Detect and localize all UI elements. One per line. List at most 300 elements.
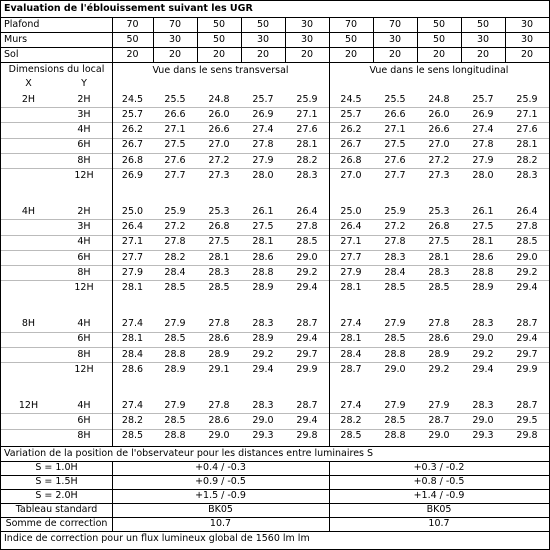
- ugr-transversal-value: 25.9: [296, 93, 318, 105]
- ugr-longitudinal-value: 29.8: [516, 430, 538, 442]
- ugr-longitudinal-value: 28.5: [384, 333, 406, 345]
- x-dimension: [1, 362, 56, 377]
- y-dimension: 4H: [77, 318, 91, 330]
- ugr-transversal-value: 28.6: [208, 415, 230, 427]
- reflectance-value: 20: [388, 48, 402, 60]
- ugr-longitudinal-value: 29.0: [472, 333, 494, 345]
- ugr-longitudinal-value: 25.3: [428, 206, 450, 218]
- ugr-transversal-value: 29.4: [296, 282, 318, 294]
- ugr-transversal-value: 27.1: [296, 109, 318, 121]
- ugr-longitudinal-value: 29.5: [516, 415, 538, 427]
- ugr-longitudinal-value: 27.0: [340, 169, 362, 181]
- table-row: [1, 362, 549, 377]
- ugr-longitudinal-value: 27.9: [384, 400, 406, 412]
- longitudinal-label: Vue dans le sens longitudinal: [369, 65, 509, 76]
- correction-row: [1, 517, 549, 531]
- ugr-longitudinal-value: 24.5: [340, 93, 362, 105]
- y-dimension: 8H: [77, 154, 91, 166]
- reflectance-value: 20: [168, 48, 182, 60]
- x-dimension: 2H: [21, 93, 36, 105]
- table-row: [1, 347, 549, 362]
- ugr-transversal-value: 25.9: [164, 206, 186, 218]
- ugr-transversal-value: 28.5: [208, 282, 230, 294]
- x-label: X: [25, 77, 32, 89]
- reflectance-value: 50: [432, 18, 446, 30]
- ugr-transversal-value: 27.2: [164, 221, 186, 233]
- x-dimension: [1, 235, 56, 250]
- ugr-transversal-value: 26.1: [252, 206, 274, 218]
- y-dimension: 8H: [77, 348, 91, 360]
- ugr-longitudinal-value: 29.2: [428, 363, 450, 375]
- y-dimension: 12H: [74, 282, 94, 294]
- ugr-transversal-value: 29.4: [252, 363, 274, 375]
- ugr-longitudinal-value: 27.9: [384, 318, 406, 330]
- ugr-transversal-value: 27.8: [208, 318, 230, 330]
- variation-longitudinal: +1.4 / -0.9: [413, 490, 465, 502]
- table-row: [1, 280, 549, 295]
- ugr-longitudinal-value: 29.0: [428, 430, 450, 442]
- ugr-longitudinal-value: 26.1: [472, 206, 494, 218]
- reflectance-value: 30: [300, 18, 314, 30]
- ugr-transversal-value: 28.5: [121, 430, 144, 442]
- ugr-longitudinal-value: 26.4: [340, 221, 362, 233]
- x-dimension: [1, 347, 56, 362]
- ugr-transversal-value: 28.6: [121, 363, 144, 375]
- ugr-longitudinal-value: 27.1: [516, 109, 538, 121]
- ugr-transversal-value: 28.0: [252, 169, 274, 181]
- ugr-longitudinal-value: 27.1: [340, 236, 362, 248]
- ugr-longitudinal-value: 27.8: [428, 318, 450, 330]
- ugr-transversal-value: 28.8: [164, 430, 186, 442]
- transversal-label: Vue dans le sens transversal: [152, 65, 289, 76]
- ugr-longitudinal-value: 28.6: [472, 251, 494, 263]
- ugr-longitudinal-value: 27.4: [340, 318, 362, 330]
- ugr-transversal-value: 25.7: [252, 93, 274, 105]
- ugr-longitudinal-value: 28.1: [516, 139, 538, 151]
- ugr-longitudinal-value: 27.1: [384, 124, 406, 136]
- y-dimension: 12H: [74, 169, 94, 181]
- ugr-longitudinal-value: 27.0: [428, 139, 450, 151]
- table-row: [1, 107, 549, 122]
- ugr-transversal-value: 28.2: [164, 251, 186, 263]
- ugr-longitudinal-value: 28.7: [340, 363, 362, 375]
- reflectance-row: [1, 17, 549, 32]
- ugr-longitudinal-value: 27.3: [428, 169, 450, 181]
- table-row: [1, 429, 549, 444]
- variation-row: [1, 461, 549, 475]
- ugr-longitudinal-value: 29.0: [516, 251, 538, 263]
- variation-label: Variation de la position de l'observateur pour les distances entre luminaires S: [4, 447, 374, 459]
- reflectance-value: 20: [432, 48, 446, 60]
- x-dimension: [1, 250, 56, 265]
- y-dimension: 3H: [77, 221, 91, 233]
- ugr-transversal-value: 29.0: [296, 251, 318, 263]
- ugr-transversal-value: 28.1: [252, 236, 274, 248]
- ugr-longitudinal-value: 25.0: [340, 206, 362, 218]
- y-dimension: 6H: [77, 415, 91, 427]
- y-dimension: 6H: [77, 333, 91, 345]
- reflectance-value: 20: [344, 48, 358, 60]
- ugr-longitudinal-value: 25.9: [384, 206, 406, 218]
- ugr-transversal-value: 29.0: [208, 430, 230, 442]
- standard-row: [1, 503, 549, 517]
- x-dimension: [1, 332, 56, 347]
- reflectance-value: 50: [212, 33, 226, 45]
- table-row: [1, 92, 549, 107]
- ugr-transversal-value: 28.5: [164, 282, 186, 294]
- reflectance-value: 30: [476, 33, 490, 45]
- ugr-longitudinal-value: 27.2: [428, 154, 450, 166]
- ugr-transversal-value: 27.8: [252, 139, 274, 151]
- ugr-transversal-value: 27.7: [121, 251, 144, 263]
- y-dimension: 4H: [77, 124, 91, 136]
- variation-transversal: +0.9 / -0.5: [195, 476, 246, 488]
- ugr-transversal-value: 28.3: [208, 266, 230, 278]
- ugr-transversal-value: 27.8: [164, 236, 186, 248]
- ugr-transversal-value: 27.6: [296, 124, 318, 136]
- ugr-transversal-value: 29.4: [296, 333, 318, 345]
- ugr-transversal-value: 29.7: [296, 348, 318, 360]
- ugr-transversal-value: 28.3: [252, 400, 274, 412]
- ugr-longitudinal-value: 29.2: [472, 348, 494, 360]
- ugr-longitudinal-value: 28.5: [516, 236, 538, 248]
- ugr-transversal-value: 28.5: [296, 236, 318, 248]
- ugr-transversal-value: 29.2: [296, 266, 318, 278]
- ugr-transversal-value: 24.8: [208, 93, 230, 105]
- reflectance-label: Murs: [4, 33, 28, 45]
- y-dimension: 2H: [77, 93, 91, 105]
- ugr-longitudinal-value: 27.5: [428, 236, 450, 248]
- table-row: [1, 332, 549, 347]
- ugr-transversal-value: 26.8: [208, 221, 230, 233]
- table-row: [1, 316, 549, 331]
- dimensions-label: Dimensions du local X Y: [1, 62, 112, 92]
- y-dimension: 4H: [77, 236, 91, 248]
- x-dimension: [1, 265, 56, 280]
- ugr-longitudinal-value: 25.9: [516, 93, 538, 105]
- table-row: [1, 168, 549, 183]
- ugr-transversal-value: 28.5: [164, 415, 186, 427]
- ugr-transversal-value: 25.3: [208, 206, 230, 218]
- ugr-longitudinal-value: 26.0: [428, 109, 450, 121]
- ugr-longitudinal-value: 29.0: [384, 363, 406, 375]
- variation-transversal: +1.5 / -0.9: [195, 490, 246, 502]
- ugr-longitudinal-value: 27.7: [340, 251, 362, 263]
- ugr-longitudinal-value: 28.4: [384, 266, 406, 278]
- ugr-longitudinal-value: 25.7: [472, 93, 494, 105]
- reflectance-value: 70: [388, 18, 402, 30]
- ugr-longitudinal-value: 24.8: [428, 93, 450, 105]
- ugr-transversal-value: 27.7: [164, 169, 186, 181]
- ugr-longitudinal-value: 28.3: [428, 266, 450, 278]
- standard-transversal: BK05: [208, 504, 233, 516]
- reflectance-label: Plafond: [4, 18, 40, 30]
- ugr-longitudinal-value: 27.4: [340, 400, 362, 412]
- table-row: [1, 265, 549, 280]
- correction-transversal: 10.7: [209, 518, 232, 530]
- x-dimension: [1, 107, 56, 122]
- ugr-longitudinal-value: 28.7: [428, 415, 450, 427]
- dimensions-header: [1, 62, 549, 92]
- ugr-longitudinal-value: 28.1: [472, 236, 494, 248]
- page-title: Evaluation de l'éblouissement suivant les UGR: [4, 3, 253, 15]
- table-row: [1, 235, 549, 250]
- ugr-transversal-value: 24.5: [121, 93, 144, 105]
- ugr-longitudinal-value: 28.3: [384, 251, 406, 263]
- ugr-transversal-value: 29.4: [296, 415, 318, 427]
- ugr-longitudinal-value: 28.9: [472, 282, 494, 294]
- reflectance-value: 50: [212, 18, 226, 30]
- ugr-transversal-value: 28.6: [208, 333, 230, 345]
- ugr-transversal-value: 27.4: [121, 400, 144, 412]
- ugr-transversal-value: 28.7: [296, 400, 318, 412]
- ugr-transversal-value: 28.5: [164, 333, 186, 345]
- y-dimension: 8H: [77, 430, 91, 442]
- x-dimension: 8H: [21, 318, 36, 330]
- ugr-longitudinal-value: 28.5: [384, 415, 406, 427]
- ugr-longitudinal-value: 28.8: [384, 430, 406, 442]
- ugr-transversal-value: 26.9: [252, 109, 274, 121]
- reflectance-row: [1, 32, 549, 47]
- ugr-longitudinal-value: 27.6: [384, 154, 406, 166]
- ugr-longitudinal-value: 27.9: [340, 266, 362, 278]
- ugr-transversal-value: 29.1: [208, 363, 230, 375]
- variation-spacing-label: S = 1.0H: [35, 462, 78, 474]
- y-label: Y: [81, 77, 87, 89]
- ugr-longitudinal-value: 28.1: [340, 333, 362, 345]
- table-row: [1, 204, 549, 219]
- ugr-transversal-value: 26.4: [296, 206, 318, 218]
- ugr-transversal-value: 28.2: [121, 415, 144, 427]
- ugr-transversal-value: 25.0: [121, 206, 144, 218]
- ugr-longitudinal-value: 26.2: [340, 124, 362, 136]
- ugr-transversal-value: 26.2: [121, 124, 144, 136]
- ugr-transversal-value: 27.8: [208, 400, 230, 412]
- variation-row: [1, 475, 549, 489]
- ugr-longitudinal-value: 27.8: [472, 139, 494, 151]
- reflectance-value: 50: [256, 18, 270, 30]
- variation-spacing-label: S = 2.0H: [35, 490, 78, 502]
- correction-index-note: Indice de correction pour un flux lumineux global de 1560 lm lm: [4, 533, 310, 545]
- table-row: [1, 250, 549, 265]
- ugr-longitudinal-value: 29.3: [472, 430, 494, 442]
- ugr-transversal-value: 27.4: [121, 318, 144, 330]
- ugr-longitudinal-value: 28.1: [428, 251, 450, 263]
- x-dimension: 12H: [18, 400, 39, 412]
- reflectance-value: 50: [344, 33, 358, 45]
- ugr-longitudinal-value: 28.4: [340, 348, 362, 360]
- variation-row: [1, 489, 549, 503]
- ugr-transversal-value: 28.1: [121, 333, 144, 345]
- variation-spacing-label: S = 1.5H: [35, 476, 78, 488]
- ugr-longitudinal-value: 28.5: [384, 282, 406, 294]
- reflectance-value: 20: [520, 48, 534, 60]
- table-row: [1, 219, 549, 234]
- ugr-transversal-value: 27.9: [164, 400, 186, 412]
- correction-longitudinal: 10.7: [428, 518, 450, 530]
- reflectance-label: Sol: [4, 48, 19, 60]
- ugr-transversal-value: 29.0: [252, 415, 274, 427]
- ugr-transversal-value: 25.5: [164, 93, 186, 105]
- ugr-transversal-value: 29.2: [252, 348, 274, 360]
- ugr-longitudinal-value: 26.8: [340, 154, 362, 166]
- ugr-longitudinal-value: 29.4: [516, 333, 538, 345]
- ugr-longitudinal-value: 28.7: [516, 318, 538, 330]
- ugr-transversal-value: 28.9: [208, 348, 230, 360]
- ugr-transversal-value: 25.7: [121, 109, 144, 121]
- footer-note: [1, 531, 549, 547]
- ugr-transversal-value: 28.3: [252, 318, 274, 330]
- ugr-longitudinal-value: 27.6: [516, 124, 538, 136]
- ugr-longitudinal-value: 28.2: [516, 154, 538, 166]
- reflectance-row: [1, 47, 549, 62]
- ugr-longitudinal-value: 27.4: [472, 124, 494, 136]
- ugr-transversal-value: 26.4: [121, 221, 144, 233]
- ugr-longitudinal-value: 28.1: [340, 282, 362, 294]
- x-dimension: [1, 219, 56, 234]
- x-dimension: [1, 122, 56, 137]
- ugr-longitudinal-value: 27.8: [516, 221, 538, 233]
- reflectance-value: 30: [520, 18, 534, 30]
- y-dimension: 4H: [77, 400, 91, 412]
- reflectance-value: 50: [476, 18, 490, 30]
- ugr-transversal-value: 28.8: [252, 266, 274, 278]
- ugr-transversal-value: 27.9: [121, 266, 144, 278]
- x-dimension: [1, 153, 56, 168]
- y-dimension: 8H: [77, 266, 91, 278]
- correction-label: Somme de correction: [5, 518, 108, 530]
- standard-label: Tableau standard: [15, 504, 98, 516]
- ugr-transversal-value: 27.3: [208, 169, 230, 181]
- reflectance-value: 30: [256, 33, 270, 45]
- ugr-longitudinal-value: 29.7: [516, 348, 538, 360]
- ugr-longitudinal-value: 26.7: [340, 139, 362, 151]
- ugr-transversal-value: 28.1: [121, 282, 144, 294]
- reflectance-value: 30: [168, 33, 182, 45]
- table-row: [1, 122, 549, 137]
- x-dimension: [1, 413, 56, 428]
- ugr-transversal-value: 27.6: [164, 154, 186, 166]
- ugr-longitudinal-value: 26.8: [428, 221, 450, 233]
- ugr-longitudinal-value: 29.0: [472, 415, 494, 427]
- reflectance-value: 70: [168, 18, 182, 30]
- ugr-longitudinal-value: 28.8: [472, 266, 494, 278]
- ugr-transversal-value: 28.9: [252, 282, 274, 294]
- reflectance-value: 20: [212, 48, 226, 60]
- ugr-longitudinal-value: 27.2: [384, 221, 406, 233]
- reflectance-value: 50: [126, 33, 139, 45]
- reflectance-value: 70: [344, 18, 358, 30]
- ugr-transversal-value: 27.9: [164, 318, 186, 330]
- ugr-longitudinal-value: 28.5: [428, 282, 450, 294]
- x-dimension: 4H: [21, 206, 36, 218]
- table-row: [1, 398, 549, 413]
- x-dimension: [1, 138, 56, 153]
- ugr-transversal-value: 28.7: [296, 318, 318, 330]
- ugr-longitudinal-value: 28.8: [384, 348, 406, 360]
- ugr-longitudinal-value: 29.9: [516, 363, 538, 375]
- ugr-transversal-value: 28.8: [164, 348, 186, 360]
- reflectance-value: 20: [300, 48, 314, 60]
- ugr-transversal-value: 27.2: [208, 154, 230, 166]
- variation-transversal: +0.4 / -0.3: [195, 462, 246, 474]
- x-dimension: [1, 429, 56, 444]
- reflectance-value: 30: [520, 33, 534, 45]
- ugr-longitudinal-value: 27.7: [384, 169, 406, 181]
- ugr-transversal-value: 27.5: [252, 221, 274, 233]
- ugr-longitudinal-value: 27.5: [384, 139, 406, 151]
- ugr-transversal-value: 26.8: [121, 154, 144, 166]
- ugr-transversal-value: 29.9: [296, 363, 318, 375]
- ugr-longitudinal-value: 25.5: [384, 93, 406, 105]
- ugr-longitudinal-value: 27.5: [472, 221, 494, 233]
- ugr-transversal-value: 26.6: [164, 109, 186, 121]
- ugr-longitudinal-value: 28.3: [516, 169, 538, 181]
- reflectance-value: 20: [126, 48, 139, 60]
- table-title: [1, 1, 549, 17]
- variation-longitudinal: +0.3 / -0.2: [413, 462, 465, 474]
- ugr-longitudinal-value: 28.2: [340, 415, 362, 427]
- ugr-longitudinal-value: 28.6: [428, 333, 450, 345]
- ugr-transversal-value: 27.5: [164, 139, 186, 151]
- ugr-longitudinal-value: 28.3: [472, 318, 494, 330]
- variation-header: [1, 446, 549, 461]
- ugr-transversal-value: 28.9: [164, 363, 186, 375]
- table-row: [1, 413, 549, 428]
- y-dimension: 6H: [77, 251, 91, 263]
- ugr-longitudinal-value: 27.9: [472, 154, 494, 166]
- reflectance-value: 30: [300, 33, 314, 45]
- ugr-longitudinal-value: 28.7: [516, 400, 538, 412]
- reflectance-value: 20: [476, 48, 490, 60]
- ugr-longitudinal-value: 28.3: [472, 400, 494, 412]
- ugr-transversal-value: 27.1: [121, 236, 144, 248]
- reflectance-value: 30: [388, 33, 402, 45]
- ugr-transversal-value: 26.7: [121, 139, 144, 151]
- y-dimension: 2H: [77, 206, 91, 218]
- ugr-transversal-value: 27.0: [208, 139, 230, 151]
- ugr-transversal-value: 28.4: [164, 266, 186, 278]
- y-dimension: 3H: [77, 109, 91, 121]
- ugr-longitudinal-value: 29.4: [472, 363, 494, 375]
- ugr-transversal-value: 27.4: [252, 124, 274, 136]
- ugr-transversal-value: 29.8: [296, 430, 318, 442]
- ugr-transversal-value: 28.6: [252, 251, 274, 263]
- x-dimension: [1, 168, 56, 183]
- reflectance-value: 70: [126, 18, 139, 30]
- ugr-longitudinal-value: 29.4: [516, 282, 538, 294]
- ugr-longitudinal-value: 27.8: [384, 236, 406, 248]
- ugr-transversal-value: 28.4: [121, 348, 144, 360]
- ugr-transversal-value: 28.3: [296, 169, 318, 181]
- ugr-longitudinal-value: 26.6: [384, 109, 406, 121]
- variation-longitudinal: +0.8 / -0.5: [413, 476, 465, 488]
- y-dimension: 6H: [77, 139, 91, 151]
- ugr-longitudinal-value: 28.9: [428, 348, 450, 360]
- ugr-transversal-value: 26.9: [121, 169, 144, 181]
- ugr-transversal-value: 28.2: [296, 154, 318, 166]
- ugr-longitudinal-value: 27.9: [428, 400, 450, 412]
- ugr-transversal-value: 27.9: [252, 154, 274, 166]
- ugr-longitudinal-value: 25.7: [340, 109, 362, 121]
- ugr-transversal-value: 29.3: [252, 430, 274, 442]
- ugr-longitudinal-value: 28.0: [472, 169, 494, 181]
- ugr-transversal-value: 27.1: [164, 124, 186, 136]
- ugr-longitudinal-value: 28.5: [340, 430, 362, 442]
- y-dimension: 12H: [74, 363, 94, 375]
- x-dimension: [1, 280, 56, 295]
- ugr-transversal-value: 27.8: [296, 221, 318, 233]
